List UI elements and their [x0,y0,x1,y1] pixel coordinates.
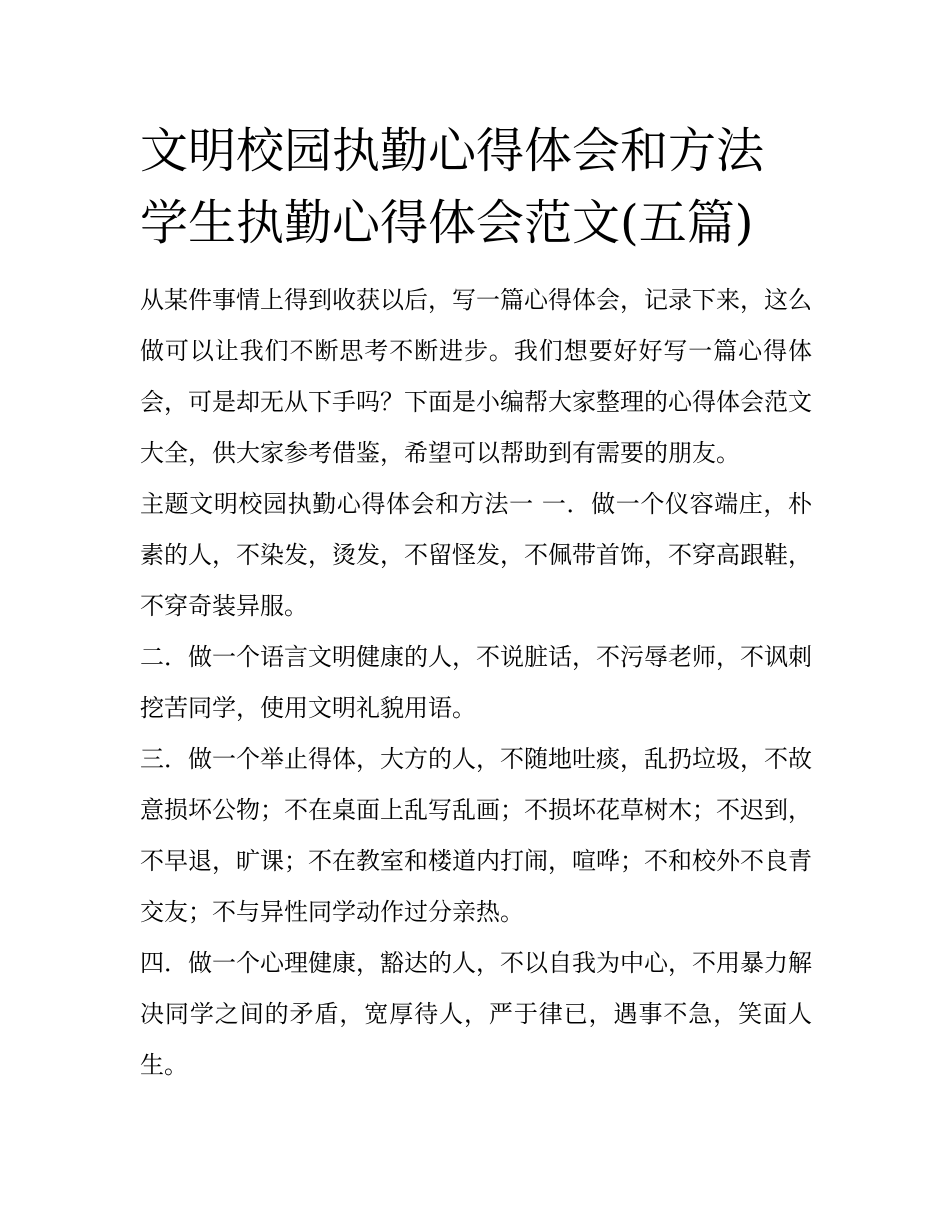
paragraph-point-1: 主题文明校园执勤心得体会和方法一 一．做一个仪容端庄，朴素的人，不染发，烫发，不留怪发，不佩带首饰，不穿高跟鞋，不穿奇装异服。 [140,490,812,620]
paragraph-point-2: 二．做一个语言文明健康的人，不说脏话，不污辱老师，不讽刺挖苦同学，使用文明礼貌用语。 [140,643,812,722]
document-page [140,0,812,1091]
paragraph-point-4: 四．做一个心理健康，豁达的人，不以自我为中心，不用暴力解决同学之间的矛盾，宽厚待人，严于律已，遇事不急，笑面人生。 [140,949,812,1079]
title-line-2: 学生执勤心得体会范文(五篇) [140,195,754,251]
title-line-1: 文明校园执勤心得体会和方法 [140,123,765,179]
paragraph-intro: 从某件事情上得到收获以后，写一篇心得体会，记录下来，这么做可以让我们不断思考不断进步。我们想要好好写一篇心得体会，可是却无从下手吗？下面是小编帮大家整理的心得体会范文大全，供大家参考借鉴，希望可以帮助到有需要的朋友。 [140,286,812,467]
document-body [140,275,812,1091]
paragraph-point-3: 三．做一个举止得体，大方的人，不随地吐痰，乱扔垃圾，不故意损坏公物；不在桌面上乱写乱画；不损坏花草树木；不迟到，不早退，旷课；不在教室和楼道内打闹，喧哗；不和校外不良青交友；不与异性同学动作过分亲热。 [140,745,812,926]
document-title [140,0,812,259]
